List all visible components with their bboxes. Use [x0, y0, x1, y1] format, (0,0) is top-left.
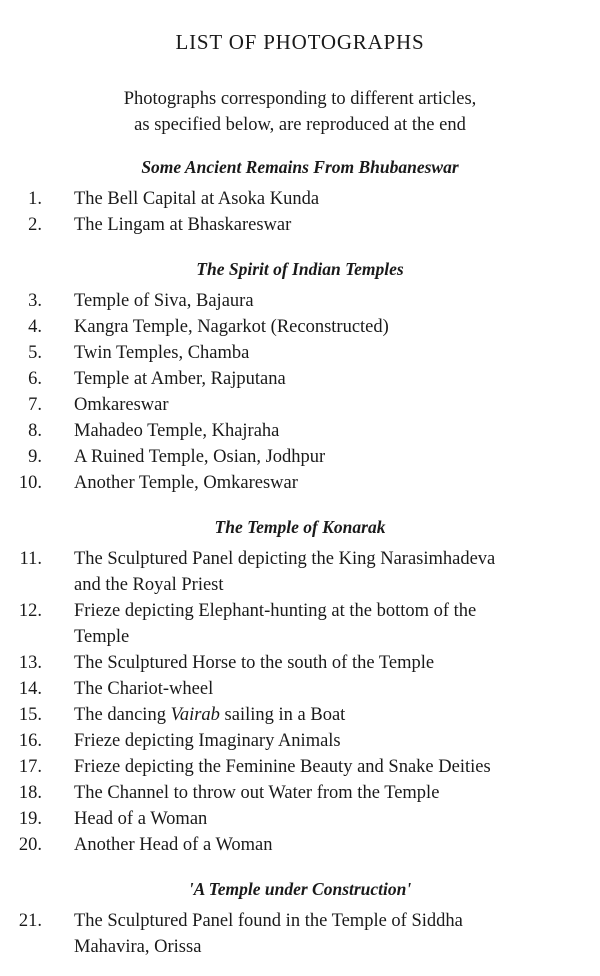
- item-text: The Bell Capital at Asoka Kunda: [74, 189, 320, 209]
- item-text: [74, 598, 589, 650]
- item-text: The Channel to throw out Water from the Temple: [74, 783, 440, 803]
- item-number: 4.: [28, 317, 42, 337]
- item-text-line: Frieze depicting Elephant-hunting at the bottom of the: [74, 601, 477, 621]
- item-text: Temple of Siva, Bajaura: [74, 291, 254, 311]
- item-text: Head of a Woman: [74, 809, 208, 829]
- item-text: A Ruined Temple, Osian, Jodhpur: [74, 447, 326, 467]
- item-number: 14.: [18, 679, 42, 699]
- item-number: 18.: [18, 783, 42, 803]
- page-title: LIST OF PHOTOGRAPHS: [175, 30, 425, 54]
- item-text-italic: Vairab: [170, 705, 220, 725]
- item-text-line: The Sculptured Panel depicting the King Narasimhadeva: [74, 549, 496, 569]
- item-text: Omkareswar: [74, 395, 169, 415]
- item-number: 12.: [18, 601, 42, 621]
- item-number: 9.: [28, 447, 42, 467]
- item-number: 2.: [28, 215, 42, 235]
- item-number: 19.: [18, 809, 42, 829]
- item-number: 6.: [28, 369, 42, 389]
- item-number: 15.: [18, 705, 42, 725]
- item-text: [74, 546, 589, 598]
- intro-line: as specified below, are reproduced at the end: [134, 115, 466, 135]
- item-text: Kangra Temple, Nagarkot (Reconstructed): [74, 317, 389, 337]
- item-number: 7.: [28, 395, 42, 415]
- section-heading: Some Ancient Remains From Bhubaneswar: [141, 157, 459, 177]
- item-number: 8.: [28, 421, 42, 441]
- item-number: 1.: [28, 189, 42, 209]
- item-number: 10.: [18, 473, 42, 493]
- item-text-line: and the Royal Priest: [74, 575, 224, 595]
- intro-line: Photographs corresponding to different articles,: [123, 89, 477, 109]
- item-text-line: Temple: [74, 627, 130, 647]
- item-number: 20.: [18, 835, 42, 855]
- intro-paragraph: [0, 86, 600, 138]
- item-text: Twin Temples, Chamba: [74, 343, 250, 363]
- item-number: 5.: [28, 343, 42, 363]
- item-text: The Chariot-wheel: [74, 679, 214, 699]
- item-text: Another Head of a Woman: [74, 835, 273, 855]
- item-text: Temple at Amber, Rajputana: [74, 369, 286, 389]
- item-text-post: sailing in a Boat: [219, 705, 346, 725]
- item-text: The Lingam at Bhaskareswar: [74, 215, 292, 235]
- section-heading: The Spirit of Indian Temples: [196, 259, 404, 279]
- section-heading: 'A Temple under Construction': [188, 879, 412, 899]
- item-text: Frieze depicting the Feminine Beauty and Snake Deities: [74, 757, 491, 777]
- item-number: 16.: [18, 731, 42, 751]
- item-text: Mahadeo Temple, Khajraha: [74, 421, 280, 441]
- item-number: 3.: [28, 291, 42, 311]
- item-text-line: Mahavira, Orissa: [74, 937, 202, 957]
- item-text: Another Temple, Omkareswar: [74, 473, 298, 493]
- item-text: Frieze depicting Imaginary Animals: [74, 731, 341, 751]
- item-text: The Sculptured Horse to the south of the Temple: [74, 653, 435, 673]
- item-number: 13.: [18, 653, 42, 673]
- item-text-pre: The dancing: [74, 705, 171, 725]
- section-heading: The Temple of Konarak: [214, 517, 386, 537]
- item-text-line: The Sculptured Panel found in the Temple of Siddha: [74, 911, 463, 931]
- item-number: 21.: [18, 911, 42, 931]
- item-number: 17.: [18, 757, 42, 777]
- item-number: 11.: [19, 549, 42, 569]
- item-text: [74, 908, 589, 960]
- item-text: [74, 702, 589, 728]
